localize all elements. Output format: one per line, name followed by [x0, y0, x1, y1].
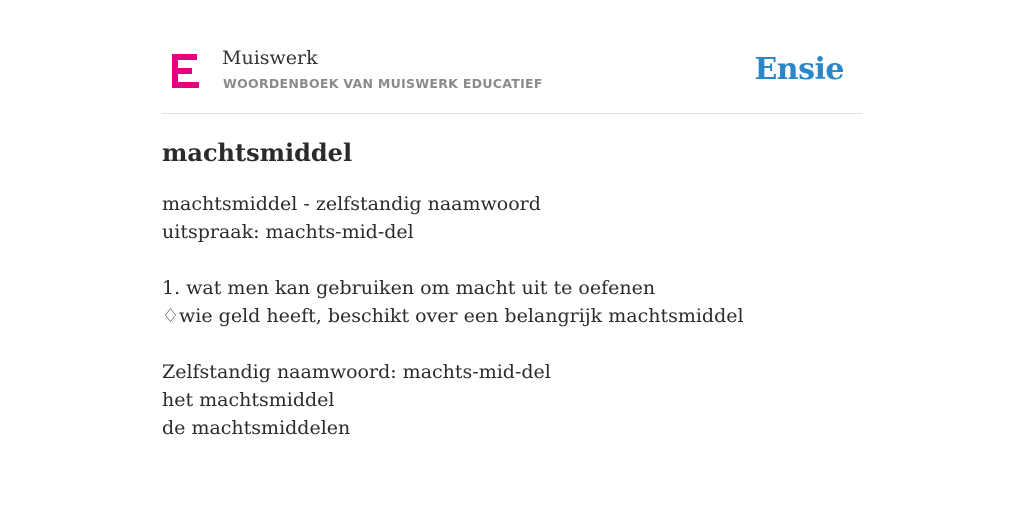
entry-line-hyphenation: Zelfstandig naamwoord: machts-mid-del: [162, 361, 551, 383]
brand-name[interactable]: Muiswerk: [222, 47, 318, 69]
entry-title: machtsmiddel: [162, 138, 353, 167]
entry-line-pos: machtsmiddel - zelfstandig naamwoord: [162, 193, 541, 215]
entry-content: [162, 190, 862, 442]
entry-line-definition: 1. wat men kan gebruiken om macht uit te oefenen: [162, 277, 656, 299]
entry-line-example: ♢wie geld heeft, beschikt over een belangrijk machtsmiddel: [162, 305, 744, 327]
muiswerk-logo-icon[interactable]: [172, 54, 200, 88]
ensie-logo[interactable]: Ensie: [754, 52, 844, 87]
entry-line-blank: [162, 330, 862, 358]
site-header: [162, 40, 862, 114]
entry-line-singular: het machtsmiddel: [162, 389, 335, 411]
entry-line-plural: de machtsmiddelen: [162, 417, 351, 439]
entry-line-blank: [162, 246, 862, 274]
brand-subtitle: WOORDENBOEK VAN MUISWERK EDUCATIEF: [223, 76, 543, 91]
entry-line-pronunciation: uitspraak: machts-mid-del: [162, 221, 414, 243]
